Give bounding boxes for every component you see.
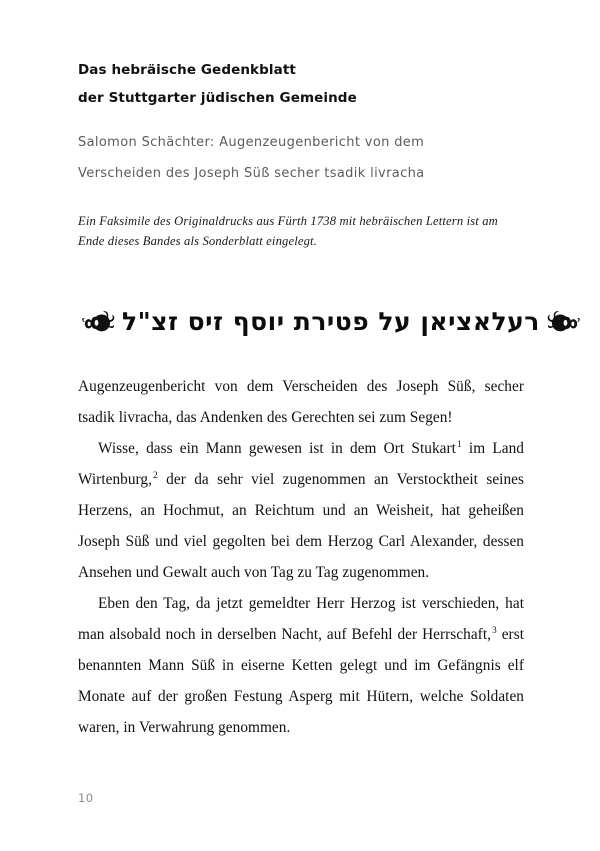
page-number: 10 bbox=[78, 791, 94, 805]
hebrew-heading bbox=[78, 298, 540, 344]
subtitle-line-2: Verscheiden des Joseph Süß secher tsadik livracha bbox=[78, 166, 425, 181]
paragraph-1 bbox=[78, 371, 524, 433]
paragraph-2-text-c: der da sehr viel zugenommen an Verstocktheit seines Herzens, an Hochmut, an Reichtum und an Weisheit, hat geheißen Joseph Süß und viel gegolten bei dem Herzog Carl Alexander, dessen Ansehen und Gewalt auch von Tag zu Tag zugenommen. bbox=[78, 471, 524, 581]
footnote-marker-1: 1 bbox=[456, 439, 462, 450]
body-text bbox=[78, 371, 524, 743]
fleuron-ornament-mirrored-icon bbox=[546, 306, 584, 336]
title-line-1: Das hebräische Gedenkblatt bbox=[78, 62, 296, 78]
editorial-note-line-2: Ende dieses Bandes als Sonderblatt eingelegt. bbox=[78, 233, 317, 248]
footnote-marker-3: 3 bbox=[492, 625, 497, 636]
footnote-marker-2: 2 bbox=[153, 470, 158, 481]
paragraph-2-text-b: im Land Wirtenburg, bbox=[78, 440, 524, 488]
paragraph-3-text-b: erst benannten Mann Süß in eiserne Ketten gelegt und im Gefängnis elf Monate auf der großen Festung Asperg mit Hütern, welche Soldaten waren, in Verwahrung genommen. bbox=[78, 626, 525, 736]
page-title bbox=[78, 56, 530, 112]
hebrew-heading-text: רעלאציאן על פטירת יוסף זיס זצ"ל bbox=[122, 306, 540, 336]
subtitle-line-1: Salomon Schächter: Augenzeugenbericht von dem bbox=[78, 135, 425, 150]
page-subtitle bbox=[78, 127, 530, 189]
editorial-note-line-1: Ein Faksimile des Originaldrucks aus Fürth 1738 mit hebräischen Lettern ist am bbox=[78, 214, 498, 228]
fleuron-ornament-icon bbox=[78, 306, 116, 336]
paragraph-1-text: Augenzeugenbericht von dem Verscheiden des Joseph Süß, secher tsadik livracha, das Andenken des Gerechten sei zum Segen! bbox=[78, 378, 524, 426]
editorial-note bbox=[78, 212, 530, 251]
paragraph-3 bbox=[78, 588, 524, 743]
paragraph-2 bbox=[78, 433, 524, 588]
title-line-2: der Stuttgarter jüdischen Gemeinde bbox=[78, 90, 357, 106]
paragraph-2-text-a: Wisse, dass ein Mann gewesen ist in dem Ort Stukart bbox=[98, 440, 456, 457]
paragraph-3-text-a: Eben den Tag, da jetzt gemeldter Herr Herzog ist verschieden, hat man alsobald noch in derselben Nacht, auf Befehl der Herrschaft, bbox=[78, 595, 524, 643]
